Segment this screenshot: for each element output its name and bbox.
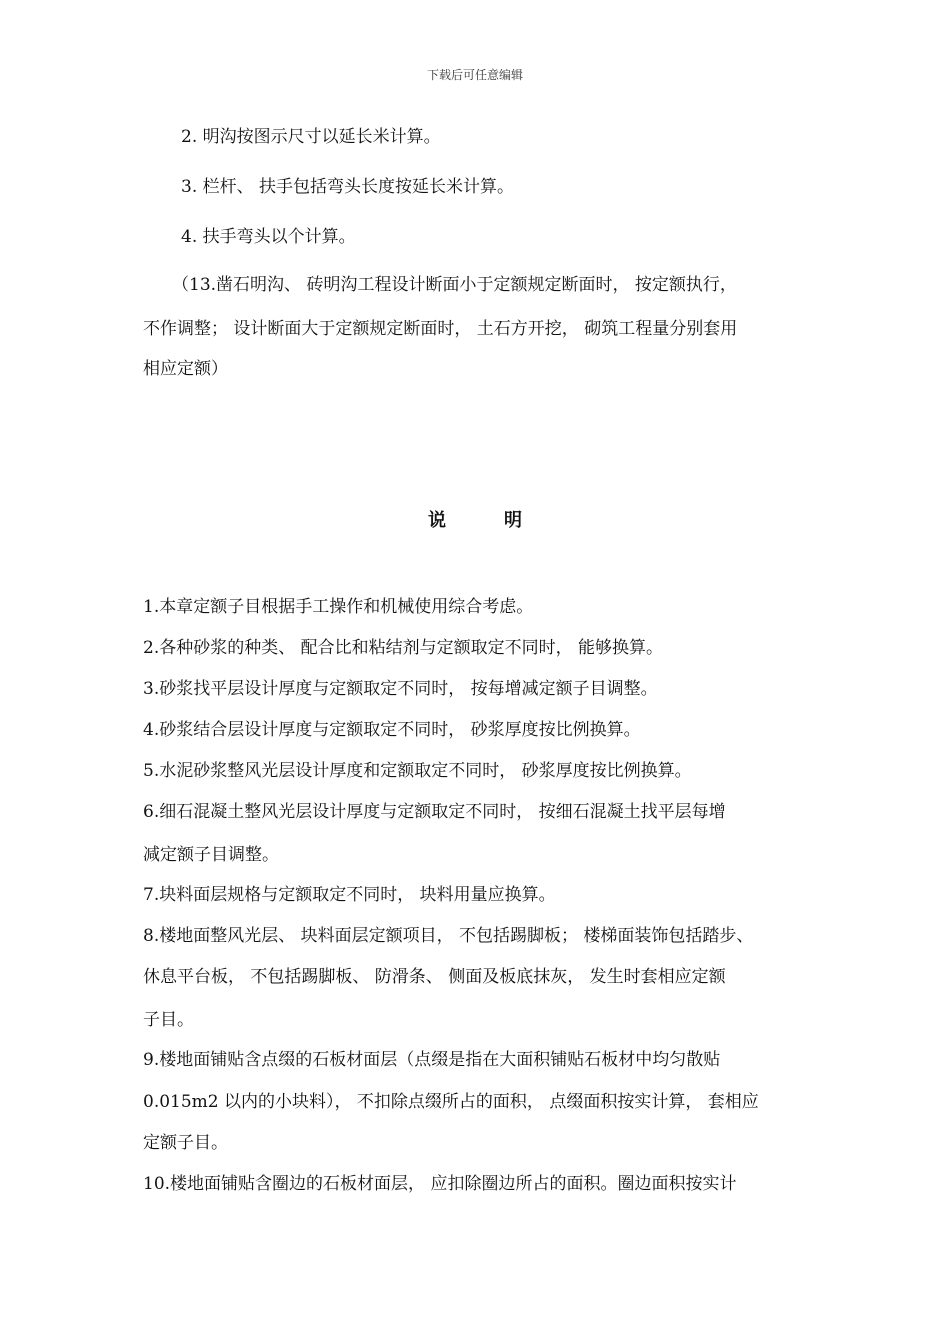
explanation-line: 减定额子目调整。 [143, 845, 279, 865]
rule-item-4: 4. 扶手弯头以个计算。 [181, 227, 356, 247]
explanation-line: 10.楼地面铺贴含圈边的石板材面层， 应扣除圈边所占的面积。圈边面积按实计 [143, 1174, 737, 1194]
explanation-line: 2.各种砂浆的种类、 配合比和粘结剂与定额取定不同时， 能够换算。 [143, 638, 664, 658]
explanation-line: 5.水泥砂浆整风光层设计厚度和定额取定不同时， 砂浆厚度按比例换算。 [143, 761, 692, 781]
note-line-1: （13.凿石明沟、 砖明沟工程设计断面小于定额规定断面时， 按定额执行， [172, 275, 737, 295]
rule-item-2: 2. 明沟按图示尺寸以延长米计算。 [181, 127, 441, 147]
note-line-2: 不作调整； 设计断面大于定额规定断面时， 土石方开挖， 砌筑工程量分别套用 [143, 319, 738, 339]
explanation-line: 9.楼地面铺贴含点缀的石板材面层（点缀是指在大面积铺贴石板材中均匀散贴 [143, 1050, 721, 1070]
explanation-line: 6.细石混凝土整风光层设计厚度与定额取定不同时， 按细石混凝土找平层每增 [143, 802, 726, 822]
explanation-line: 8.楼地面整风光层、 块料面层定额项目， 不包括踢脚板； 楼梯面装饰包括踏步、 [143, 926, 754, 946]
section-title-left: 说 [428, 510, 446, 531]
explanation-line: 0.015m2 以内的小块料）， 不扣除点缀所占的面积， 点缀面积按实计算， 套相应 [143, 1092, 759, 1112]
rule-item-3: 3. 栏杆、 扶手包括弯头长度按延长米计算。 [181, 177, 515, 197]
page-header-note: 下载后可任意编辑 [426, 68, 523, 82]
section-title-right: 明 [504, 510, 522, 531]
explanation-line: 3.砂浆找平层设计厚度与定额取定不同时， 按每增减定额子目调整。 [143, 679, 658, 699]
explanation-line: 4.砂浆结合层设计厚度与定额取定不同时， 砂浆厚度按比例换算。 [143, 720, 641, 740]
section-title [0, 506, 950, 532]
explanation-line: 休息平台板， 不包括踢脚板、 防滑条、 侧面及板底抹灰， 发生时套相应定额 [143, 967, 726, 987]
explanation-line: 子目。 [143, 1010, 194, 1030]
explanation-line: 定额子目。 [143, 1133, 228, 1153]
explanation-line: 1.本章定额子目根据手工操作和机械使用综合考虑。 [143, 597, 534, 617]
note-line-3: 相应定额） [143, 359, 228, 379]
explanation-line: 7.块料面层规格与定额取定不同时， 块料用量应换算。 [143, 885, 556, 905]
